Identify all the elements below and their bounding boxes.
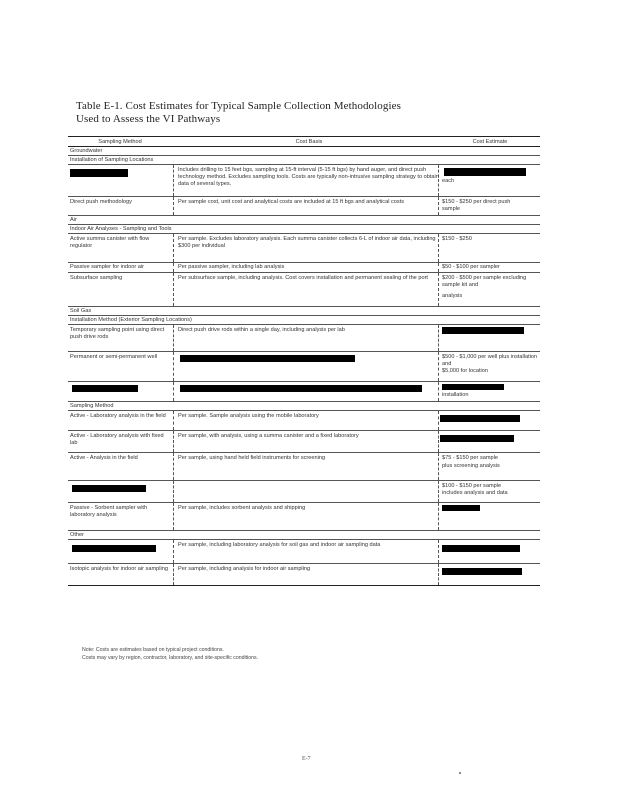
redacted-block — [72, 385, 138, 392]
section-sampling-method: Sampling Method — [68, 402, 540, 411]
redacted-block — [72, 485, 146, 492]
table-row: installation — [68, 382, 540, 402]
redacted-block — [442, 505, 480, 511]
redacted-block — [440, 435, 514, 442]
table-row: Active summa canister with flow regulator Per sample. Excludes laboratory analysis. Each summa canister collects 6-L of indoor air data, including $300 per individual $150 - $250 — [68, 234, 540, 263]
section-gw-installation: Installation of Sampling Locations — [68, 156, 540, 165]
header-cost-estimate: Cost Estimate — [472, 139, 508, 145]
redacted-block — [180, 355, 355, 362]
section-soil-installation: Installation Method (Exterior Sampling Locations) — [68, 316, 540, 325]
table-row: Permanent or semi-permanent well $500 - $1,000 per well plus installation and $5,000 for location — [68, 352, 540, 382]
title-line-1: Table E-1. Cost Estimates for Typical Sample Collection Methodologies — [76, 100, 402, 112]
redacted-block — [70, 169, 128, 177]
header-cost-basis: Cost Basis — [295, 139, 323, 145]
section-other: Other — [68, 531, 540, 540]
section-air-sub: Indoor Air Analyses - Sampling and Tools — [68, 225, 540, 234]
title-line-2: Used to Assess the VI Pathways — [76, 113, 221, 125]
redacted-block — [180, 385, 422, 392]
table-row: Passive - Sorbent sampler with laboratory analysis Per sample, includes sorbent analysis and shipping — [68, 503, 540, 531]
section-groundwater: Groundwater — [68, 147, 540, 156]
table-header-row — [68, 136, 540, 147]
table-row: Passive sampler for indoor air Per passive sampler, including lab analysis $50 - $100 per sampler — [68, 263, 540, 273]
redacted-block — [444, 168, 526, 176]
table-row: Includes drilling to 15 feet bgs, sampling at 15-ft interval (5-15 ft bgs) by hand auger, and direct push technology method. Excludes sampling tools. Costs are typically non-intrusive sampling strategy to obtain data of several types. each — [68, 165, 540, 197]
table-row: Subsurface sampling Per subsurface sample, including analysis. Cost covers installation and permanent sealing of the port $200 - $500 per sample excluding sample kit and analysis — [68, 273, 540, 307]
table-row: Isotopic analysis for indoor air sampling Per sample, including analysis for indoor air sampling — [68, 564, 540, 586]
cost-estimate-table — [68, 136, 540, 586]
table-title — [76, 100, 401, 126]
table-row: Per sample, including laboratory analysis for soil gas and indoor air sampling data — [68, 540, 540, 564]
table-row: Active - Laboratory analysis in the field Per sample. Sample analysis using the mobile laboratory — [68, 411, 540, 431]
redacted-block — [442, 384, 504, 390]
table-notes — [82, 646, 258, 662]
table-row: $100 - $150 per sample includes analysis and data — [68, 481, 540, 503]
table-row: Direct push methodology Per sample cost, unit cost and analytical costs are included at 15 ft bgs and analytical costs $150 - $250 per direct push sample — [68, 197, 540, 216]
scan-speck — [459, 772, 461, 774]
table-row: Active - Analysis in the field Per sample, using hand held field instruments for screening $75 - $150 per sample plus screening analysis — [68, 453, 540, 481]
header-sampling-method: Sampling Method — [98, 139, 142, 145]
redacted-block — [440, 415, 520, 422]
page-number: E-7 — [302, 756, 311, 762]
redacted-block — [442, 327, 524, 334]
table-row: Temporary sampling point using direct push drive rods Direct push drive rods within a single day, including analysis per lab — [68, 325, 540, 352]
table-row: Active - Laboratory analysis with fixed lab Per sample, with analysis, using a summa canister and a fixed laboratory — [68, 431, 540, 453]
section-soil-gas: Soil Gas — [68, 307, 540, 316]
redacted-block — [72, 545, 156, 552]
redacted-block — [442, 568, 522, 575]
redacted-block — [442, 545, 520, 552]
note-line-1: Note: Costs are estimates based on typical project conditions. — [82, 647, 224, 653]
section-air: Air — [68, 216, 540, 225]
note-line-2: Costs may vary by region, contractor, laboratory, and site-specific conditions. — [82, 655, 259, 661]
